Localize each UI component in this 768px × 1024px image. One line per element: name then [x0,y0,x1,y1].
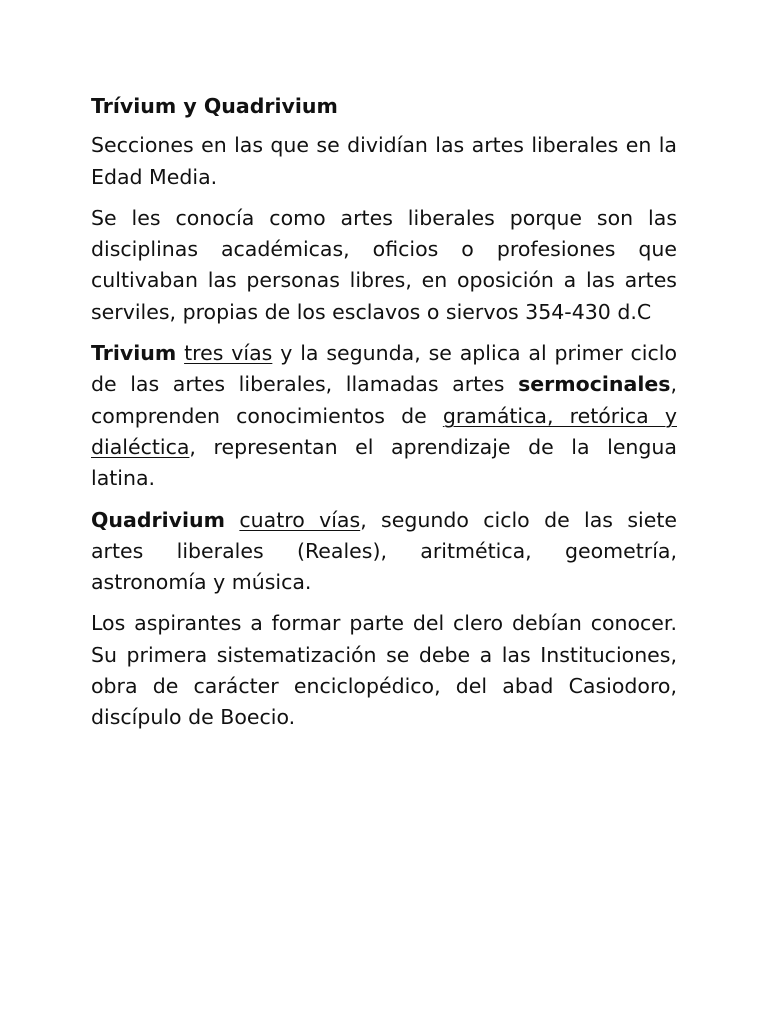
trivium-term: Trivium [91,341,177,366]
document-title: Trívium y Quadrivium [91,94,338,118]
quadrivium-text: , segundo ciclo de las siete artes liberales (Reales), aritmética, geometría, astronomía y música. [91,507,677,595]
paragraph-clergy: Los aspirantes a formar parte del clero debían conocer. Su primera sistematización se debe a las Instituciones, obra de carácter enciclopédico, del abad Casiodoro, discípulo de Boecio. [91,611,677,730]
document-page [91,91,677,744]
paragraph-definition: Secciones en las que se dividían las artes liberales en la Edad Media. [91,133,677,189]
trivium-text-a: y la segunda, se aplica al primer ciclo de las artes liberales, llamadas artes [91,341,677,397]
paragraph-trivium [91,338,677,494]
trivium-subjects: gramática, retórica y dialéctica [91,403,677,459]
trivium-text-b: , comprenden conocimientos de [91,372,677,428]
trivium-text-c: , representan el aprendizaje de la lengua latina. [91,434,677,491]
paragraph-liberal-arts: Se les conocía como artes liberales porque son las disciplinas académicas, oficios o profesiones que cultivaban las personas libres, en oposición a las artes serviles, propias de los esclavos o siervos 354-430 d.C [91,205,677,324]
quadrivium-gloss: cuatro vías [239,507,361,532]
paragraph-quadrivium [91,505,677,599]
trivium-gloss: tres vías [184,341,273,366]
quadrivium-term: Quadrivium [91,507,226,532]
sermocinales-term: sermocinales [518,372,671,397]
